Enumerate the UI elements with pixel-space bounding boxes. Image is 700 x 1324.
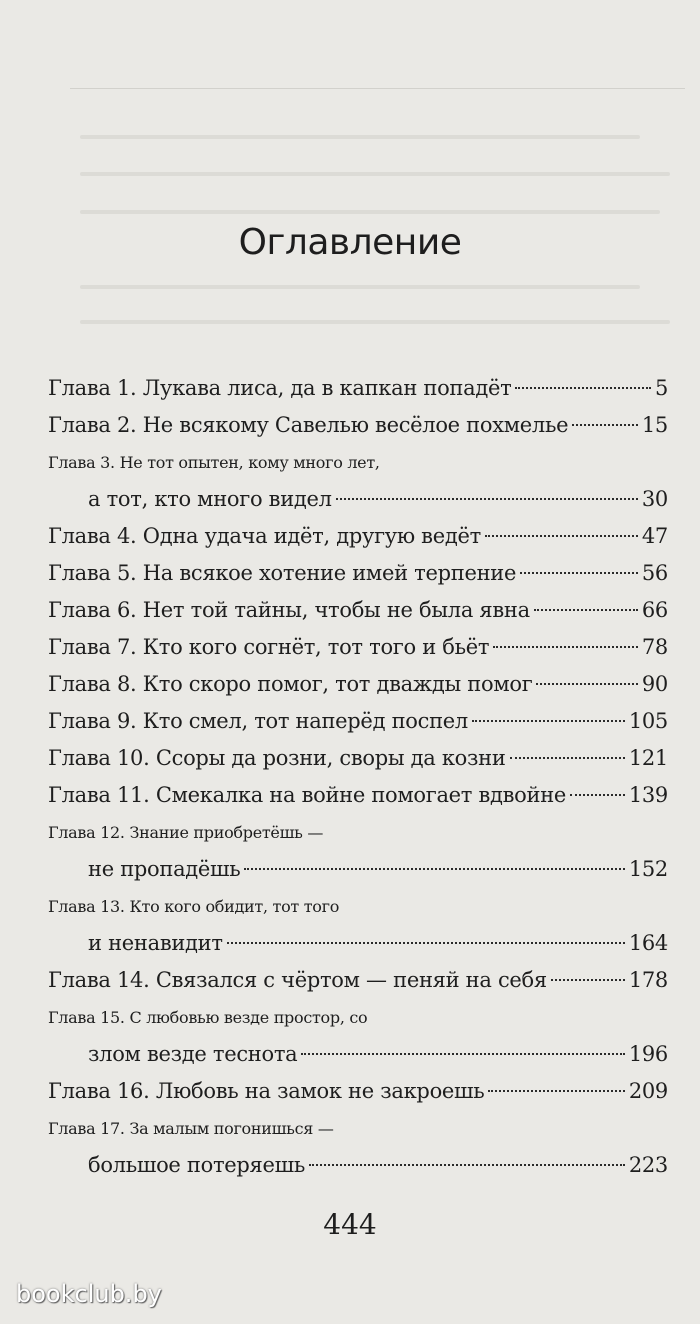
toc-page-number: 15: [641, 413, 668, 437]
dot-leader: [536, 683, 637, 685]
bleed-through-line: [80, 320, 670, 324]
toc-entry-title: Глава 13. Кто кого обидит, тот того: [48, 897, 340, 916]
toc-entry[interactable]: [48, 370, 668, 407]
toc-entry[interactable]: [48, 1073, 668, 1110]
toc-entry[interactable]: [48, 814, 668, 888]
toc-entry-title: Глава 15. С любовью везде простор, со: [48, 1008, 368, 1027]
dot-leader: [570, 794, 625, 796]
toc-page-number: 90: [641, 672, 668, 696]
dot-leader: [551, 979, 625, 981]
toc-entry[interactable]: [48, 1110, 668, 1184]
toc-entry-title: Глава 17. За малым погонишься —: [48, 1119, 334, 1138]
dot-leader: [534, 609, 638, 611]
toc-page-number: 178: [628, 968, 668, 992]
bleed-through-line: [80, 210, 660, 214]
toc-entry-title: Глава 3. Не тот опытен, кому много лет,: [48, 453, 380, 472]
toc-page-number: 47: [641, 524, 668, 548]
toc-entry[interactable]: [48, 592, 668, 629]
toc-entry-title: не пропадёшь: [88, 857, 241, 881]
toc-entry-title: Глава 8. Кто скоро помог, тот дважды помог: [48, 672, 533, 696]
dot-leader: [488, 1090, 624, 1092]
toc-entry-title: Глава 10. Ссоры да розни, своры да козни: [48, 746, 506, 770]
toc-entry[interactable]: [48, 518, 668, 555]
toc-page-number: 223: [628, 1153, 668, 1177]
toc-entry-title: Глава 14. Связался с чёртом — пеняй на себя: [48, 968, 547, 992]
toc-entry-title: Глава 12. Знание приобретёшь —: [48, 823, 324, 842]
toc-entry-title: Глава 4. Одна удача идёт, другую ведёт: [48, 524, 481, 548]
bleed-through-line: [80, 135, 640, 139]
toc-entry[interactable]: [48, 703, 668, 740]
toc-page-number: 139: [628, 783, 668, 807]
toc-entry-title: а тот, кто много видел: [88, 487, 332, 511]
dot-leader: [244, 868, 624, 870]
dot-leader: [572, 424, 638, 426]
toc-entry[interactable]: [48, 999, 668, 1073]
toc-entry[interactable]: [48, 962, 668, 999]
dot-leader: [515, 387, 651, 389]
bleed-through-line: [80, 285, 640, 289]
toc-page-number: 78: [641, 635, 668, 659]
dot-leader: [227, 942, 625, 944]
toc-page-number: 196: [628, 1042, 668, 1066]
toc-page-number: 5: [654, 376, 668, 400]
dot-leader: [493, 646, 638, 648]
toc-entry-title: Глава 5. На всякое хотение имей терпение: [48, 561, 517, 585]
toc-entry-title: Глава 11. Смекалка на войне помогает вдвойне: [48, 783, 567, 807]
dot-leader: [336, 498, 638, 500]
toc-entry[interactable]: [48, 444, 668, 518]
toc-entry-title: злом везде теснота: [88, 1042, 298, 1066]
toc-page-number: 66: [641, 598, 668, 622]
page-number: 444: [323, 1208, 377, 1241]
toc-entry[interactable]: [48, 666, 668, 703]
toc-page-number: 30: [641, 487, 668, 511]
toc-entry[interactable]: [48, 629, 668, 666]
dot-leader: [472, 720, 625, 722]
toc-entry-title: Глава 6. Нет той тайны, чтобы не была явна: [48, 598, 530, 622]
bleed-through-line: [80, 172, 670, 176]
dot-leader: [301, 1053, 624, 1055]
toc-entry-title: Глава 7. Кто кого согнёт, тот того и бьёт: [48, 635, 490, 659]
toc-entry[interactable]: [48, 888, 668, 962]
toc-page-number: 152: [628, 857, 668, 881]
watermark: bookclub.by: [16, 1280, 162, 1308]
toc-entry-title: и ненавидит: [88, 931, 223, 955]
toc-entry-title: Глава 16. Любовь на замок не закроешь: [48, 1079, 485, 1103]
header-rule: [70, 88, 685, 89]
toc-entry[interactable]: [48, 777, 668, 814]
table-of-contents: [48, 370, 668, 1184]
toc-page-number: 164: [628, 931, 668, 955]
page-title: Оглавление: [238, 222, 462, 263]
toc-entry-title: Глава 2. Не всякому Савелью весёлое похмелье: [48, 413, 569, 437]
toc-entry[interactable]: [48, 407, 668, 444]
dot-leader: [485, 535, 638, 537]
dot-leader: [309, 1164, 625, 1166]
toc-entry[interactable]: [48, 555, 668, 592]
dot-leader: [520, 572, 638, 574]
toc-entry-title: Глава 9. Кто смел, тот наперёд поспел: [48, 709, 468, 733]
toc-page-number: 56: [641, 561, 668, 585]
toc-entry[interactable]: [48, 740, 668, 777]
dot-leader: [510, 757, 625, 759]
toc-entry-title: Глава 1. Лукава лиса, да в капкан попадёт: [48, 376, 512, 400]
toc-page-number: 209: [628, 1079, 668, 1103]
toc-page-number: 105: [628, 709, 668, 733]
toc-page-number: 121: [628, 746, 668, 770]
toc-entry-title: большое потеряешь: [88, 1153, 305, 1177]
